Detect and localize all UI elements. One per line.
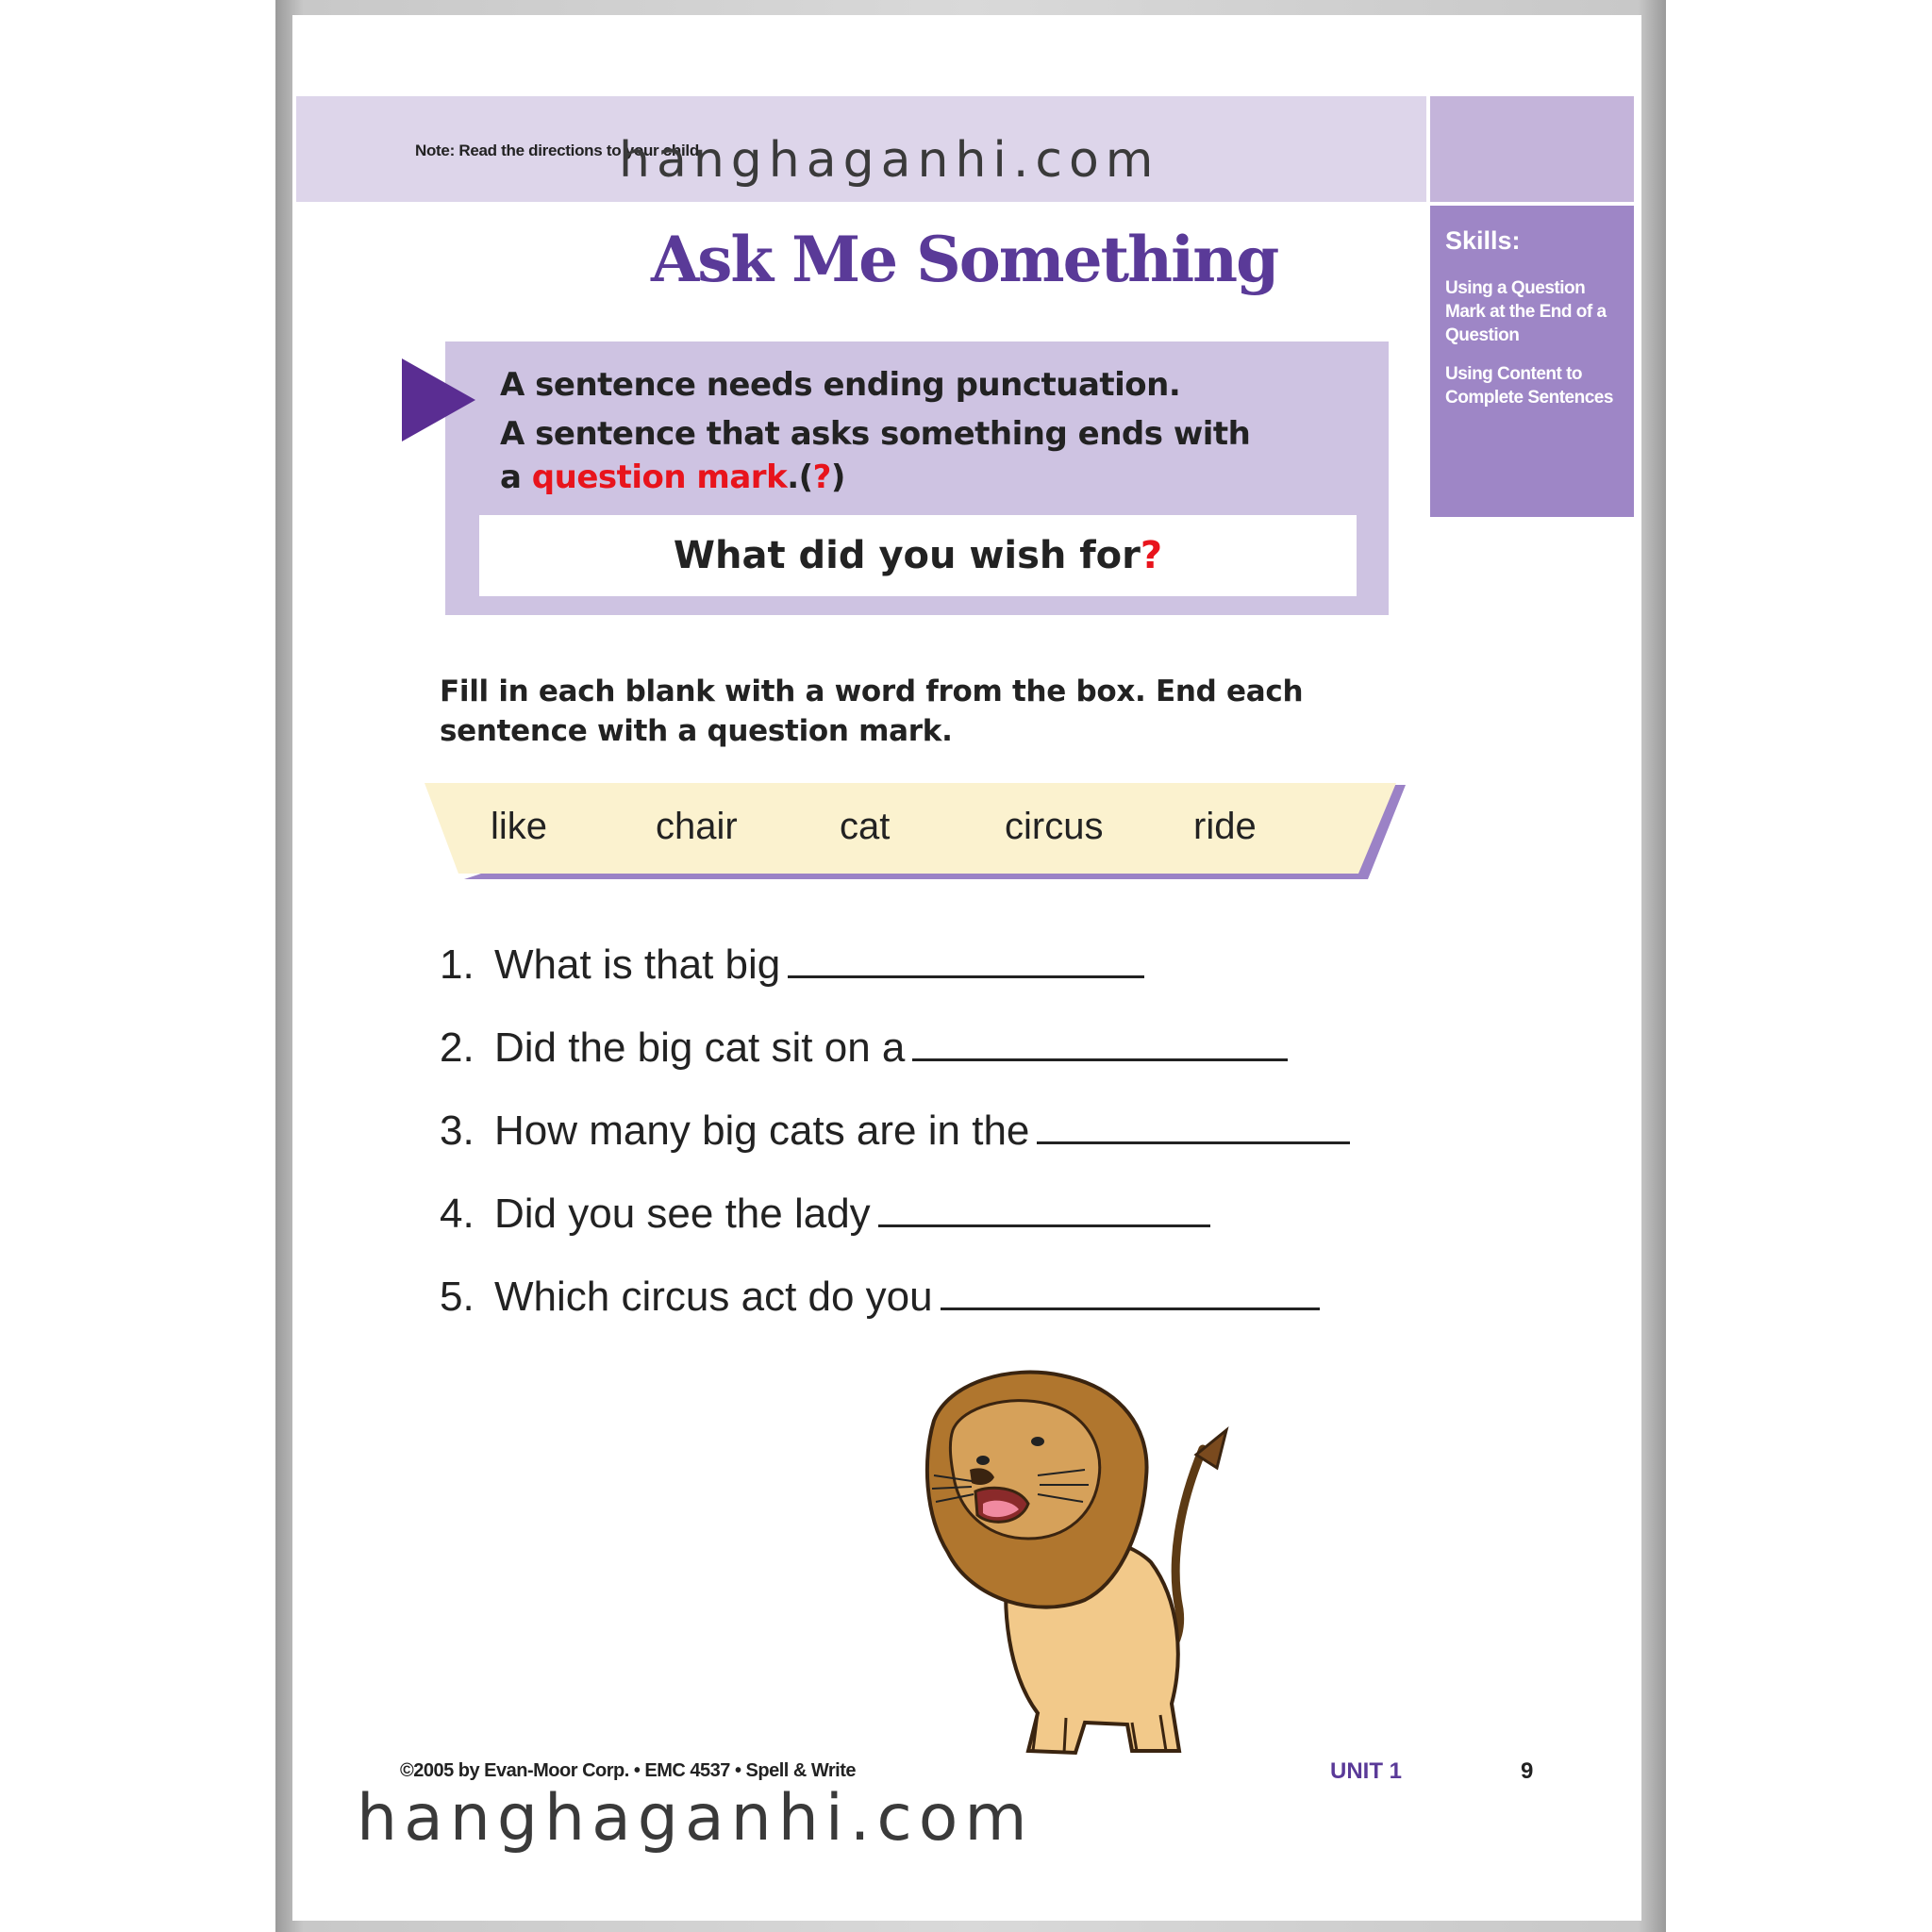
- watermark-top: hanghaganhi.com: [619, 132, 1160, 189]
- worksheet-page: [292, 15, 1641, 1921]
- skills-panel-top: [1430, 96, 1634, 202]
- triangle-arrow-icon: [402, 358, 475, 441]
- example-sentence: What did you wish for: [673, 534, 1141, 577]
- word-bank: [425, 779, 1406, 892]
- question-text: Which circus act do you: [494, 1274, 933, 1320]
- directions-note: Note: Read the directions to your child.: [415, 142, 704, 159]
- page-number: 9: [1521, 1758, 1534, 1784]
- question-item: [440, 1100, 1350, 1155]
- word-bank-word: like: [491, 806, 548, 847]
- word-bank-word: circus: [1005, 806, 1104, 847]
- question-item: [440, 1266, 1320, 1321]
- page-title: Ask Me Something: [651, 223, 1278, 296]
- word-bank-banner: [425, 779, 1406, 892]
- rule-period: .: [787, 458, 799, 496]
- question-item: [440, 934, 1144, 989]
- answer-blank[interactable]: [878, 1183, 1210, 1227]
- word-bank-word: chair: [656, 806, 738, 847]
- skill-item: Using a Question Mark at the End of a Question: [1445, 278, 1607, 345]
- question-mark-symbol: ?: [812, 458, 831, 496]
- question-text: What is that big: [494, 941, 781, 988]
- question-number: 2.: [440, 1024, 475, 1071]
- answer-blank[interactable]: [912, 1017, 1288, 1061]
- lion-illustration: [896, 1364, 1292, 1770]
- question-number: 1.: [440, 941, 475, 988]
- copyright: ©2005 by Evan-Moor Corp. • EMC 4537 • Spell & Write: [400, 1760, 857, 1781]
- question-mark-term: question mark: [531, 458, 788, 496]
- answer-blank[interactable]: [1037, 1100, 1350, 1144]
- question-item: [440, 1183, 1210, 1238]
- example-question-mark: ?: [1140, 534, 1163, 577]
- watermark-bottom: hanghaganhi.com: [357, 1781, 1034, 1856]
- question-item: [440, 1017, 1288, 1072]
- skills-title: Skills:: [1445, 226, 1521, 255]
- question-number: 3.: [440, 1108, 475, 1154]
- rule-line-3-prefix: a: [500, 458, 532, 496]
- example-sentence-box: [479, 515, 1357, 596]
- word-bank-word: cat: [840, 806, 891, 847]
- question-text: How many big cats are in the: [494, 1108, 1030, 1154]
- question-text: Did you see the lady: [494, 1191, 871, 1237]
- rule-line-2: A sentence that asks something ends with: [500, 415, 1251, 453]
- rule-open-paren: (: [798, 458, 813, 496]
- answer-blank[interactable]: [941, 1266, 1320, 1310]
- skills-panel: [1430, 206, 1634, 517]
- unit-label: UNIT 1: [1330, 1758, 1403, 1784]
- rule-line-1: A sentence needs ending punctuation.: [500, 366, 1181, 404]
- skill-item: Using Content to Complete Sentences: [1445, 364, 1613, 408]
- question-text: Did the big cat sit on a: [494, 1024, 906, 1071]
- question-number: 4.: [440, 1191, 475, 1237]
- rule-line-3: [500, 458, 845, 496]
- rule-close-paren: ): [830, 458, 845, 496]
- answer-blank[interactable]: [788, 934, 1144, 978]
- word-bank-word: ride: [1193, 806, 1257, 847]
- question-number: 5.: [440, 1274, 475, 1320]
- instructions: Fill in each blank with a word from the box. End each sentence with a question mark.: [440, 675, 1304, 748]
